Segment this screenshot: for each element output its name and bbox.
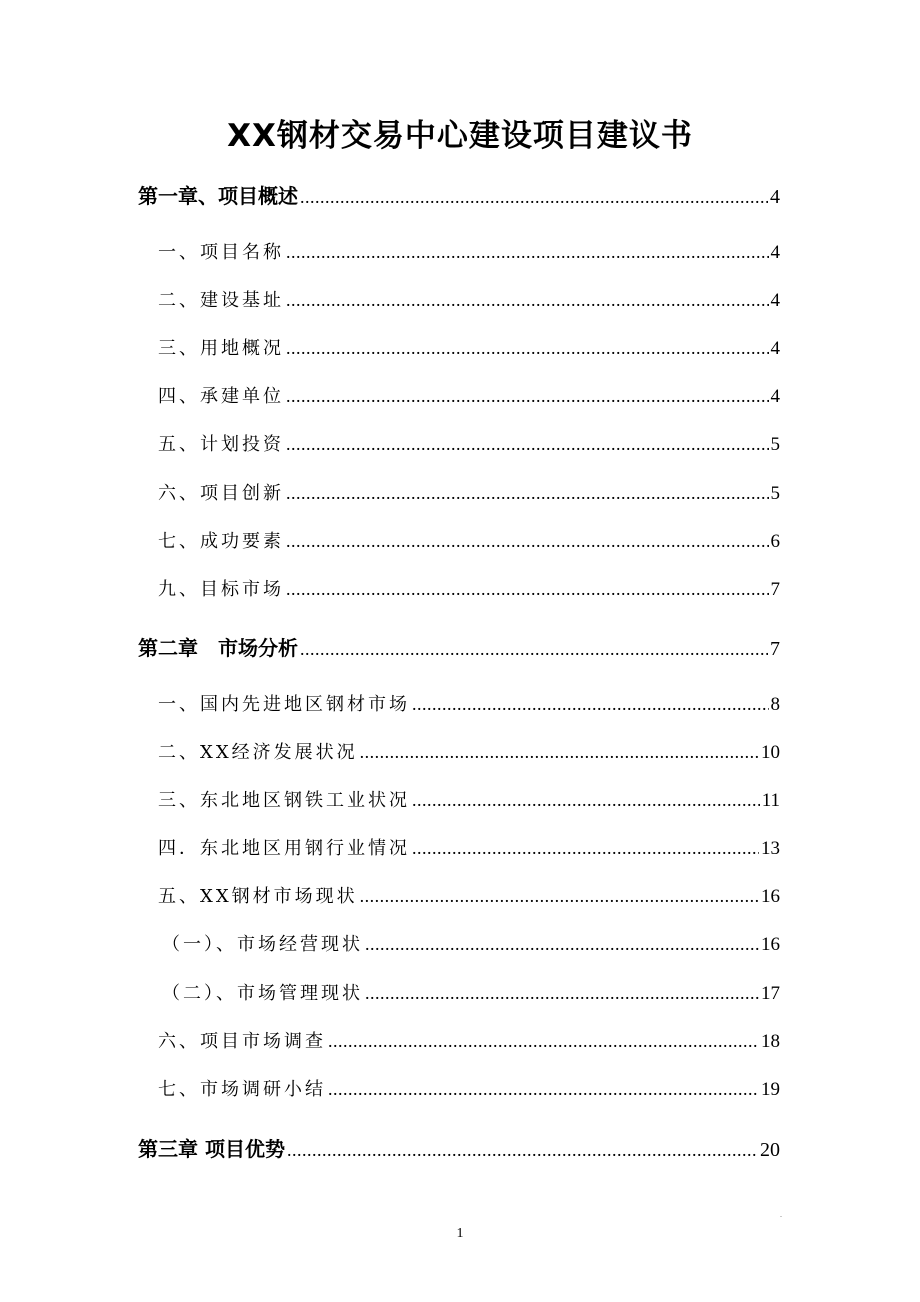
toc-entry-label: 第一章、项目概述: [138, 184, 298, 208]
toc-entry-page: 4: [770, 186, 780, 208]
toc-entry-label: 五、计划投资: [158, 434, 284, 455]
toc-entry-label: 三、东北地区钢铁工业状况: [158, 790, 410, 811]
toc-entry-label: 四．东北地区用钢行业情况: [158, 838, 410, 859]
toc-entry-page: 5: [770, 434, 780, 455]
toc-entry-label: 二、建设基址: [158, 290, 284, 311]
toc-dot-leader: [360, 886, 759, 907]
toc-entry-label: 三、用地概况: [158, 338, 284, 359]
toc-entry-chapter-3[interactable]: [138, 1133, 780, 1162]
toc-entry[interactable]: [162, 930, 780, 956]
toc-entry-page: 13: [761, 838, 780, 859]
toc-entry[interactable]: [158, 738, 780, 764]
toc-entry-page: 4: [770, 338, 780, 359]
toc-entry-label: 第二章 市场分析: [138, 636, 298, 660]
toc-entry-label: 一、国内先进地区钢材市场: [158, 694, 410, 715]
toc-entry-page: 11: [761, 790, 780, 811]
toc-entry-label: 四、承建单位: [158, 386, 284, 407]
toc-dot-leader: [286, 531, 769, 552]
toc-dot-leader: [300, 187, 768, 208]
toc-entry[interactable]: [158, 1027, 780, 1053]
toc-entry-label: 二、XX经济发展状况: [158, 742, 358, 763]
document-title: XX钢材交易中心建设项目建议书: [227, 118, 693, 154]
toc-entry-page: 16: [761, 934, 780, 955]
toc-dot-leader: [286, 242, 769, 263]
toc-entry-label: 第三章 项目优势: [138, 1137, 285, 1161]
toc-dot-leader: [360, 742, 759, 763]
toc-entry[interactable]: [158, 334, 780, 360]
toc-dot-leader: [412, 838, 759, 859]
toc-entry-page: 19: [761, 1079, 780, 1100]
toc-dot-leader: [328, 1079, 759, 1100]
toc-entry[interactable]: [158, 575, 780, 601]
toc-entry-label: （二）、市场管理现状: [162, 983, 363, 1004]
toc-entry[interactable]: [158, 382, 780, 408]
toc-entry-chapter-2[interactable]: [138, 632, 780, 661]
toc-dot-leader: [365, 934, 759, 955]
toc-dot-leader: [286, 386, 769, 407]
toc-entry-page: 16: [761, 886, 780, 907]
toc-dot-leader: [328, 1031, 759, 1052]
toc-entry-label: 六、项目创新: [158, 483, 284, 504]
toc-dot-leader: [365, 983, 759, 1004]
toc-entry[interactable]: [162, 979, 780, 1005]
toc-entry-page: 18: [761, 1031, 780, 1052]
toc-dot-leader: [412, 790, 760, 811]
toc-entry[interactable]: [158, 430, 780, 456]
toc-entry-page: 20: [760, 1139, 780, 1161]
corner-mark: .: [780, 1210, 782, 1219]
toc-dot-leader: [300, 639, 768, 660]
toc-entry-label: 九、目标市场: [158, 579, 284, 600]
toc-entry-label: 七、市场调研小结: [158, 1079, 326, 1100]
toc-entry[interactable]: [158, 786, 780, 812]
toc-entry-chapter-1[interactable]: [138, 180, 780, 209]
toc-entry[interactable]: [158, 834, 780, 860]
toc-entry-page: 7: [770, 579, 780, 600]
toc-entry[interactable]: [158, 882, 780, 908]
toc-entry-page: 4: [770, 242, 780, 263]
toc-entry-page: 6: [770, 531, 780, 552]
toc-dot-leader: [286, 290, 769, 311]
toc-entry[interactable]: [158, 690, 780, 716]
toc-entry[interactable]: [158, 286, 780, 312]
toc-entry-label: 五、XX钢材市场现状: [158, 886, 358, 907]
toc-entry-page: 8: [770, 694, 780, 715]
toc-dot-leader: [286, 579, 769, 600]
toc-entry-page: 5: [770, 483, 780, 504]
footer-page-number: 1: [456, 1226, 464, 1241]
toc-entry[interactable]: [158, 527, 780, 553]
toc-entry[interactable]: [158, 238, 780, 264]
toc-entry-page: 10: [761, 742, 780, 763]
toc-dot-leader: [286, 483, 769, 504]
toc-dot-leader: [286, 338, 769, 359]
toc-entry[interactable]: [158, 1075, 780, 1101]
toc-entry-label: （一）、市场经营现状: [162, 934, 363, 955]
toc-entry-page: 4: [770, 386, 780, 407]
toc-dot-leader: [287, 1140, 758, 1161]
toc-entry-label: 六、项目市场调查: [158, 1031, 326, 1052]
toc-dot-leader: [412, 694, 769, 715]
toc-entry-label: 七、成功要素: [158, 531, 284, 552]
toc-entry-label: 一、项目名称: [158, 242, 284, 263]
toc-entry-page: 17: [761, 983, 780, 1004]
toc-dot-leader: [286, 434, 769, 455]
toc-entry-page: 7: [770, 638, 780, 660]
toc-entry-page: 4: [770, 290, 780, 311]
toc-entry[interactable]: [158, 479, 780, 505]
